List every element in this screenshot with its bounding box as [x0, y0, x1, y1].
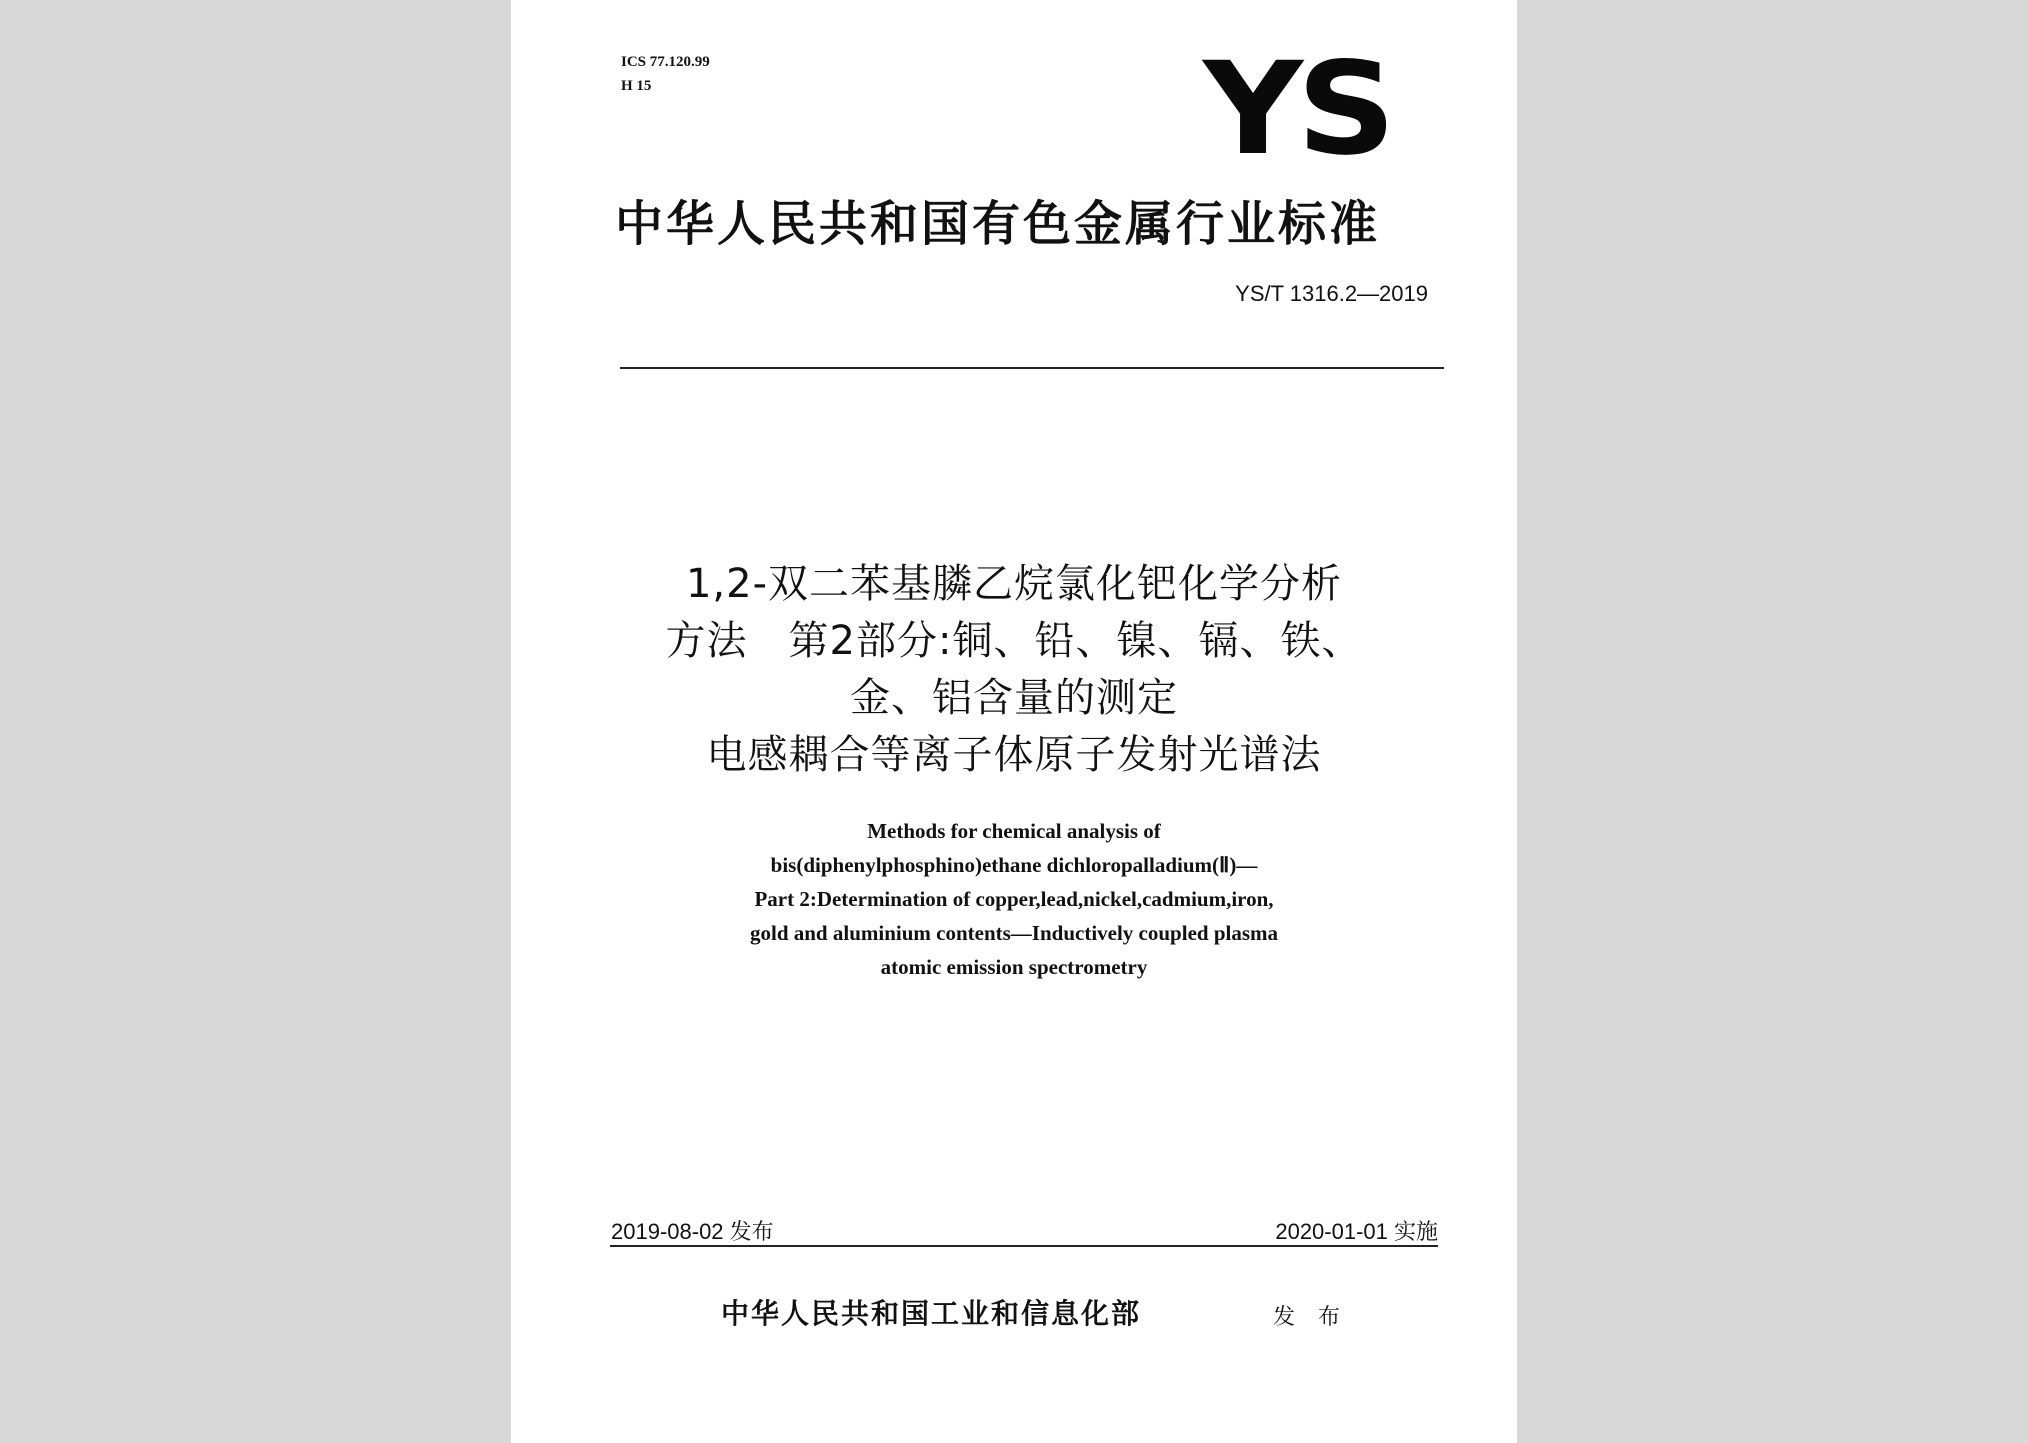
english-title-line: Part 2:Determination of copper,lead,nickel,cadmium,iron,	[754, 887, 1274, 911]
publisher-name: 中华人民共和国工业和信息化部	[721, 1297, 1142, 1330]
standard-category-title: 中华人民共和国有色金属行业标准	[615, 196, 1381, 252]
chinese-title-line: 方法 第2部分:铜、铅、镍、镉、铁、	[665, 618, 1363, 664]
publish-label: 发 布	[1273, 1305, 1348, 1330]
chinese-title-line: 金、铝含量的测定	[850, 675, 1178, 721]
ics-code: ICS 77.120.99	[621, 54, 710, 70]
english-title-line: atomic emission spectrometry	[880, 955, 1148, 979]
english-title	[511, 814, 1517, 984]
chinese-title-line: 电感耦合等离子体原子发射光谱法	[706, 732, 1322, 778]
standard-cover-page	[511, 0, 1517, 1443]
ys-logo: YS	[1203, 35, 1390, 184]
bottom-divider	[610, 1245, 1438, 1247]
issue-date: 2019-08-02 发布	[611, 1219, 774, 1244]
implementation-date: 2020-01-01 实施	[1275, 1219, 1438, 1244]
top-divider	[620, 367, 1444, 369]
english-title-line: gold and aluminium contents—Inductively coupled plasma	[749, 921, 1278, 945]
chinese-title	[511, 556, 1517, 784]
english-title-line: Methods for chemical analysis of	[867, 819, 1161, 843]
standard-number: YS/T 1316.2—2019	[1235, 281, 1428, 306]
english-title-line: bis(diphenylphosphino)ethane dichloropalladium(Ⅱ)—	[770, 853, 1258, 877]
classification-codes	[621, 50, 710, 98]
chinese-title-line: 1,2-双二苯基膦乙烷氯化钯化学分析	[685, 561, 1343, 607]
ccs-code: H 15	[621, 78, 652, 94]
